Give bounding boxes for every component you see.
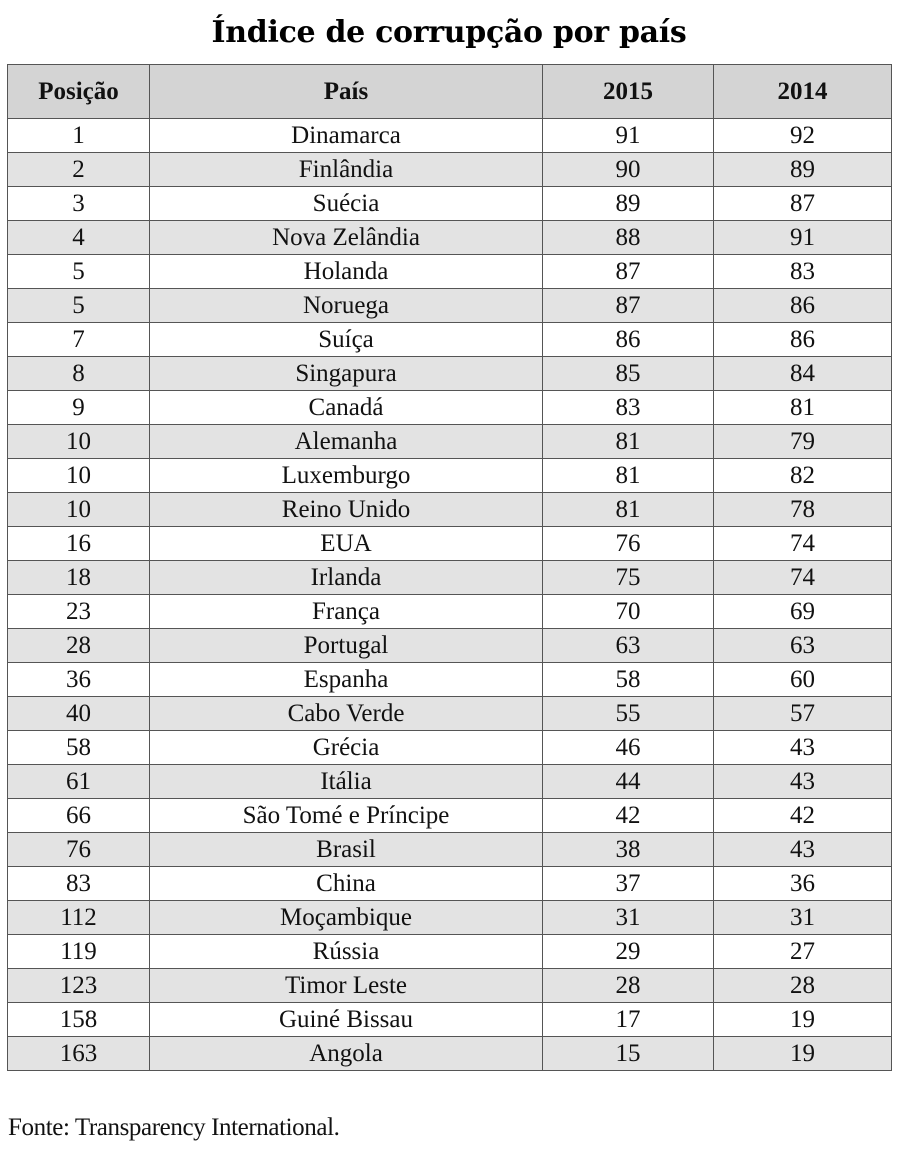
cell-position: 28 xyxy=(8,629,150,663)
cell-score-2015: 90 xyxy=(543,153,714,187)
header-row xyxy=(8,65,892,119)
cell-score-2015: 15 xyxy=(543,1037,714,1071)
cell-position: 40 xyxy=(8,697,150,731)
cell-score-2014: 63 xyxy=(714,629,892,663)
cell-score-2015: 89 xyxy=(543,187,714,221)
cell-score-2015: 85 xyxy=(543,357,714,391)
cell-score-2015: 81 xyxy=(543,425,714,459)
cell-country: China xyxy=(150,867,543,901)
table-row xyxy=(8,187,892,221)
cell-country: EUA xyxy=(150,527,543,561)
cell-country: São Tomé e Príncipe xyxy=(150,799,543,833)
cell-score-2015: 81 xyxy=(543,493,714,527)
cell-country: Suécia xyxy=(150,187,543,221)
cell-position: 163 xyxy=(8,1037,150,1071)
cell-score-2015: 70 xyxy=(543,595,714,629)
cell-score-2015: 42 xyxy=(543,799,714,833)
cell-score-2015: 37 xyxy=(543,867,714,901)
cell-score-2015: 86 xyxy=(543,323,714,357)
cell-score-2014: 84 xyxy=(714,357,892,391)
cell-score-2015: 44 xyxy=(543,765,714,799)
cell-country: Grécia xyxy=(150,731,543,765)
cell-score-2014: 81 xyxy=(714,391,892,425)
cell-score-2015: 46 xyxy=(543,731,714,765)
table-row xyxy=(8,1037,892,1071)
page-title: Índice de corrupção por país xyxy=(211,15,687,50)
table-row xyxy=(8,663,892,697)
cell-country: Cabo Verde xyxy=(150,697,543,731)
cell-score-2015: 17 xyxy=(543,1003,714,1037)
cell-score-2015: 31 xyxy=(543,901,714,935)
cell-score-2014: 19 xyxy=(714,1003,892,1037)
cell-position: 119 xyxy=(8,935,150,969)
cell-country: Espanha xyxy=(150,663,543,697)
source-note: Fonte: Transparency International. xyxy=(8,1114,340,1141)
cell-score-2015: 91 xyxy=(543,119,714,153)
table-row xyxy=(8,867,892,901)
cell-position: 18 xyxy=(8,561,150,595)
cell-score-2014: 43 xyxy=(714,765,892,799)
cell-position: 16 xyxy=(8,527,150,561)
table-row xyxy=(8,153,892,187)
cell-country: Suíça xyxy=(150,323,543,357)
cell-score-2015: 63 xyxy=(543,629,714,663)
cell-country: Moçambique xyxy=(150,901,543,935)
cell-score-2014: 79 xyxy=(714,425,892,459)
cell-score-2014: 74 xyxy=(714,561,892,595)
column-header-2014: 2014 xyxy=(714,65,892,119)
cell-score-2015: 88 xyxy=(543,221,714,255)
cell-country: Rússia xyxy=(150,935,543,969)
table-row xyxy=(8,527,892,561)
cell-position: 1 xyxy=(8,119,150,153)
table-row xyxy=(8,255,892,289)
cell-position: 7 xyxy=(8,323,150,357)
cell-country: Luxemburgo xyxy=(150,459,543,493)
cell-score-2015: 75 xyxy=(543,561,714,595)
cell-country: Dinamarca xyxy=(150,119,543,153)
table-row xyxy=(8,289,892,323)
table-row xyxy=(8,493,892,527)
table-row xyxy=(8,357,892,391)
cell-country: Angola xyxy=(150,1037,543,1071)
cell-score-2015: 87 xyxy=(543,289,714,323)
table-row xyxy=(8,731,892,765)
table-row xyxy=(8,901,892,935)
cell-position: 4 xyxy=(8,221,150,255)
cell-score-2014: 82 xyxy=(714,459,892,493)
cell-score-2014: 78 xyxy=(714,493,892,527)
table-row xyxy=(8,459,892,493)
table-body xyxy=(8,119,892,1071)
cell-position: 58 xyxy=(8,731,150,765)
cell-position: 10 xyxy=(8,425,150,459)
cell-position: 66 xyxy=(8,799,150,833)
cell-score-2014: 86 xyxy=(714,323,892,357)
cell-position: 36 xyxy=(8,663,150,697)
table-row xyxy=(8,425,892,459)
cell-country: Finlândia xyxy=(150,153,543,187)
cell-country: Holanda xyxy=(150,255,543,289)
cell-position: 9 xyxy=(8,391,150,425)
cell-position: 76 xyxy=(8,833,150,867)
cell-score-2014: 57 xyxy=(714,697,892,731)
cell-position: 8 xyxy=(8,357,150,391)
cell-score-2015: 28 xyxy=(543,969,714,1003)
cell-score-2014: 42 xyxy=(714,799,892,833)
cell-score-2015: 83 xyxy=(543,391,714,425)
table-row xyxy=(8,629,892,663)
cell-score-2014: 86 xyxy=(714,289,892,323)
cell-country: Portugal xyxy=(150,629,543,663)
cell-score-2015: 55 xyxy=(543,697,714,731)
cell-score-2014: 74 xyxy=(714,527,892,561)
table-row xyxy=(8,935,892,969)
cell-country: Reino Unido xyxy=(150,493,543,527)
cell-score-2014: 27 xyxy=(714,935,892,969)
cell-score-2014: 60 xyxy=(714,663,892,697)
table-row xyxy=(8,799,892,833)
table-row xyxy=(8,833,892,867)
cell-score-2014: 36 xyxy=(714,867,892,901)
cell-score-2015: 81 xyxy=(543,459,714,493)
cell-position: 5 xyxy=(8,255,150,289)
table-row xyxy=(8,969,892,1003)
table-row xyxy=(8,391,892,425)
cell-country: França xyxy=(150,595,543,629)
cell-position: 23 xyxy=(8,595,150,629)
table-row xyxy=(8,1003,892,1037)
column-header-position: Posição xyxy=(8,65,150,119)
cell-position: 2 xyxy=(8,153,150,187)
table-row xyxy=(8,119,892,153)
cell-country: Singapura xyxy=(150,357,543,391)
table-row xyxy=(8,765,892,799)
table-row xyxy=(8,221,892,255)
table-header xyxy=(8,65,892,119)
cell-country: Noruega xyxy=(150,289,543,323)
cell-country: Timor Leste xyxy=(150,969,543,1003)
cell-score-2014: 19 xyxy=(714,1037,892,1071)
column-header-2015: 2015 xyxy=(543,65,714,119)
table-row xyxy=(8,595,892,629)
cell-score-2014: 69 xyxy=(714,595,892,629)
cell-score-2014: 83 xyxy=(714,255,892,289)
cell-score-2014: 43 xyxy=(714,833,892,867)
table-row xyxy=(8,323,892,357)
cell-score-2015: 38 xyxy=(543,833,714,867)
cell-position: 10 xyxy=(8,493,150,527)
cell-country: Itália xyxy=(150,765,543,799)
table-row xyxy=(8,697,892,731)
cell-score-2014: 92 xyxy=(714,119,892,153)
cell-score-2015: 58 xyxy=(543,663,714,697)
cell-position: 3 xyxy=(8,187,150,221)
cell-country: Guiné Bissau xyxy=(150,1003,543,1037)
cell-position: 83 xyxy=(8,867,150,901)
cell-score-2014: 91 xyxy=(714,221,892,255)
cell-position: 123 xyxy=(8,969,150,1003)
cell-position: 158 xyxy=(8,1003,150,1037)
cell-country: Irlanda xyxy=(150,561,543,595)
table-row xyxy=(8,561,892,595)
cell-country: Nova Zelândia xyxy=(150,221,543,255)
column-header-country: País xyxy=(150,65,543,119)
cell-score-2015: 76 xyxy=(543,527,714,561)
cell-position: 61 xyxy=(8,765,150,799)
corruption-index-table xyxy=(7,64,892,1071)
cell-position: 10 xyxy=(8,459,150,493)
cell-score-2015: 87 xyxy=(543,255,714,289)
cell-score-2014: 89 xyxy=(714,153,892,187)
cell-position: 112 xyxy=(8,901,150,935)
cell-country: Brasil xyxy=(150,833,543,867)
cell-country: Alemanha xyxy=(150,425,543,459)
cell-country: Canadá xyxy=(150,391,543,425)
cell-position: 5 xyxy=(8,289,150,323)
cell-score-2014: 87 xyxy=(714,187,892,221)
cell-score-2014: 28 xyxy=(714,969,892,1003)
cell-score-2014: 43 xyxy=(714,731,892,765)
cell-score-2015: 29 xyxy=(543,935,714,969)
cell-score-2014: 31 xyxy=(714,901,892,935)
